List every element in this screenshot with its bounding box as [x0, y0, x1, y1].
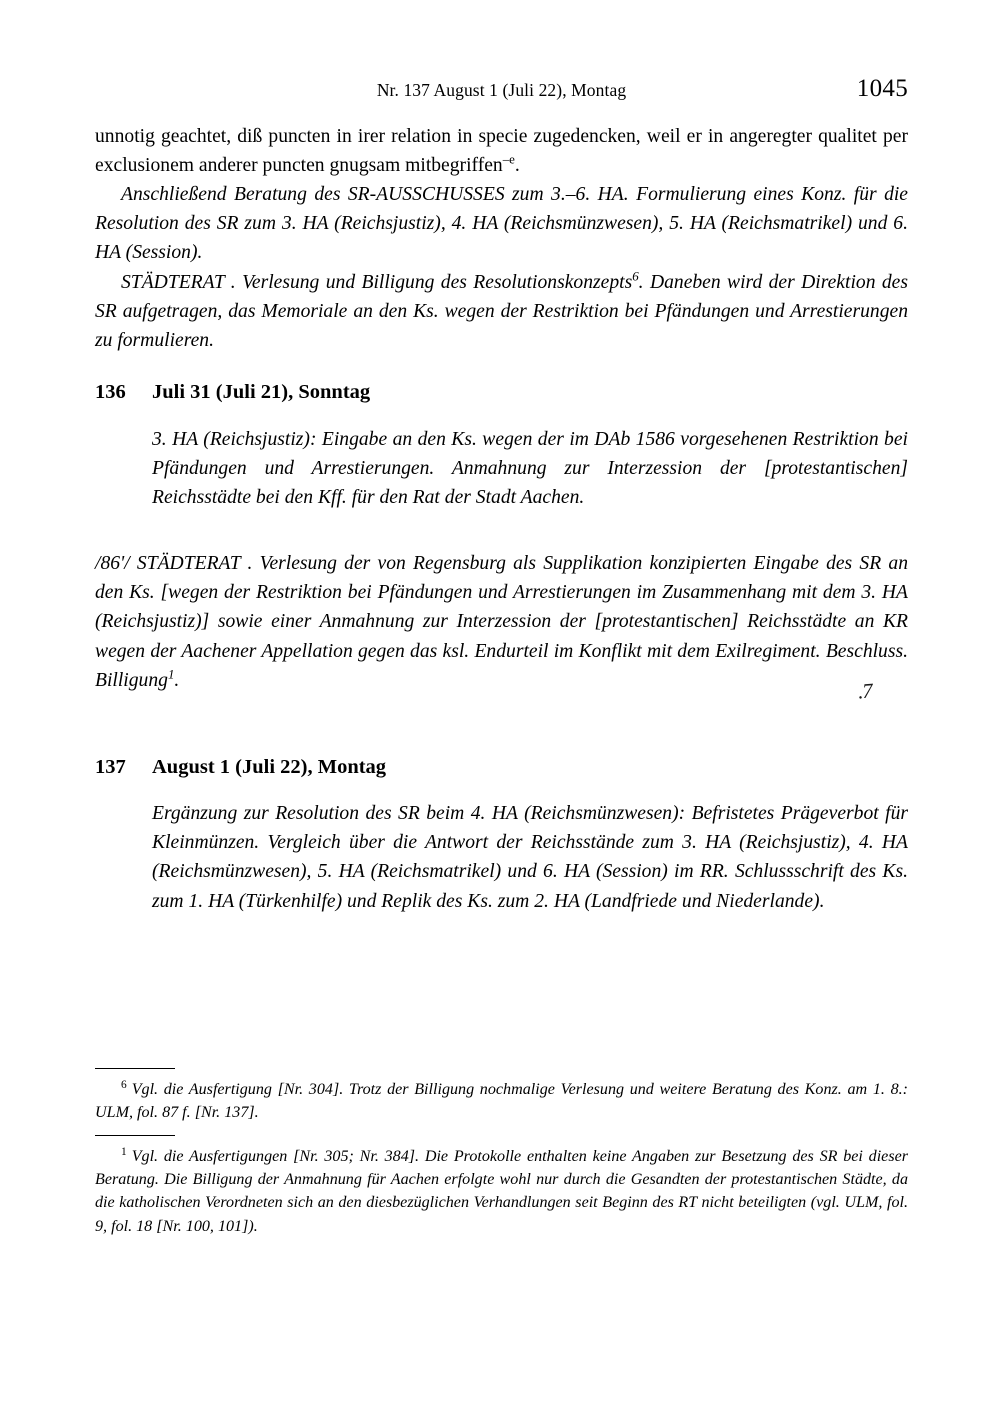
paragraph-continued-text: unnotig geachtet, diß puncten in irer relation in specie zugedencken, weil er in angeregter qualitet per exclusionem anderer puncten gnugsam mitbegriffen [95, 126, 908, 177]
section-regest-136: 3. HA (Reichsjustiz): Eingabe an den Ks. wegen der im DAb 1586 vorgesehenen Restriktion bei Pfändungen und Arrestierungen. Anmahnung zur Interzession der [protestantischen] Reichsstädte bei den Kff. für den Rat der Stadt Aachen. [152, 429, 908, 509]
paragraph-staedterat [95, 268, 908, 356]
section-protocol-136-text: /86'/ STÄDTERAT . Verlesung der von Regensburg als Supplikation konzipierten Eingabe des SR an den Ks. [wegen der Restriktion bei Pfändungen und Arrestierungen im Zusammenhang mit dem 3. HA (Reichsjustiz)] sowie einer Anmahnung zur Interzession der [protestantischen] Reichsstädte an KR wegen der Aachener Appellation gegen das ksl. Endurteil im Konflikt mit dem Exilregiment. Beschluss. Billigung [95, 553, 908, 691]
section-heading-137 [95, 754, 908, 780]
section-heading-136 [95, 379, 908, 405]
section-title-137: August 1 (Juli 22), Montag [152, 756, 387, 778]
running-head [95, 76, 908, 106]
variant-marker-e: –e [502, 151, 515, 167]
page-number: 1045 [856, 75, 908, 102]
paragraph-staedterat-tail: . Daneben wird der Direktion des SR aufgetragen, das Memoriale an den Ks. wegen der Restriktion bei Pfändungen und Arrestierungen zu formulieren. [95, 272, 908, 352]
paragraph-continued [95, 122, 908, 180]
paragraph-staedterat-lead: STÄDTERAT . Verlesung und Billigung des Resolutionskonzepts [121, 272, 633, 293]
section-protocol-136-tail: . [174, 669, 180, 691]
section-number-137: 137 [95, 756, 126, 778]
footnote-rule-1 [95, 1135, 175, 1136]
footnote-6-marker: 6 [121, 1078, 127, 1091]
page-content [95, 0, 908, 1418]
footnote-1-marker: 1 [121, 1145, 127, 1158]
footnote-1 [95, 1145, 908, 1238]
footnote-ref-6[interactable]: 6 [632, 268, 639, 284]
section-number-136: 136 [95, 381, 126, 403]
footnote-ref-1[interactable]: 1 [167, 666, 175, 682]
footnote-6-text: Vgl. die Ausfertigung [Nr. 304]. Trotz der Billigung nochmalige Verlesung und weitere Beratung des Konz. am 1. 8.: ULM, fol. 87 f. [Nr. 137]. [95, 1081, 908, 1122]
footnote-6 [95, 1078, 908, 1124]
section-regest-137: Ergänzung zur Resolution des SR beim 4. HA (Reichsmünzwesen): Befristetes Prägeverbot für Kleinmünzen. Vergleich über die Antwort der Reichsstände zum 3. HA (Reichsjustiz), 4. HA (Reichsmünzwesen), 5. HA (Reichsmatrikel) und 6. HA (Session) im RR. Schlussschrift des Ks. zum 1. HA (Türkenhilfe) und Replik des Ks. zum 2. HA (Landfriede und Niederlande). [152, 803, 908, 912]
running-head-title: Nr. 137 August 1 (Juli 22), Montag [376, 80, 627, 100]
paragraph-continued-tail: . [514, 155, 520, 177]
paragraph-ausschuss: Anschließend Beratung des SR-AUSSCHUSSES zum 3.–6. HA. Formulierung eines Konz. für die Resolution des SR zum 3. HA (Reichsjustiz), 4. HA (Reichsmünzwesen), 5. HA (Reichsmatrikel) und 6. HA (Session). [95, 184, 908, 264]
footnote-rule-6 [95, 1068, 175, 1069]
footnote-1-text: Vgl. die Ausfertigungen [Nr. 305; Nr. 384]. Die Protokolle enthalten keine Angaben zur Besetzung des SR bei dieser Beratung. Die Billigung der Anmahnung für Aachen erfolgte wohl nur durch die Gesandten der protestantischen Städte, da die katholischen Verordneten sich an den diesbezüglichen Verhandlungen seit Beginn des RT nicht beteiligten (vgl. ULM, fol. 9, fol. 18 [Nr. 100, 101]). [95, 1148, 908, 1235]
scan-artifact-mark: .7 [857, 678, 873, 704]
section-title-136: Juli 31 (Juli 21), Sonntag [152, 381, 371, 403]
section-protocol-136 [95, 549, 908, 695]
